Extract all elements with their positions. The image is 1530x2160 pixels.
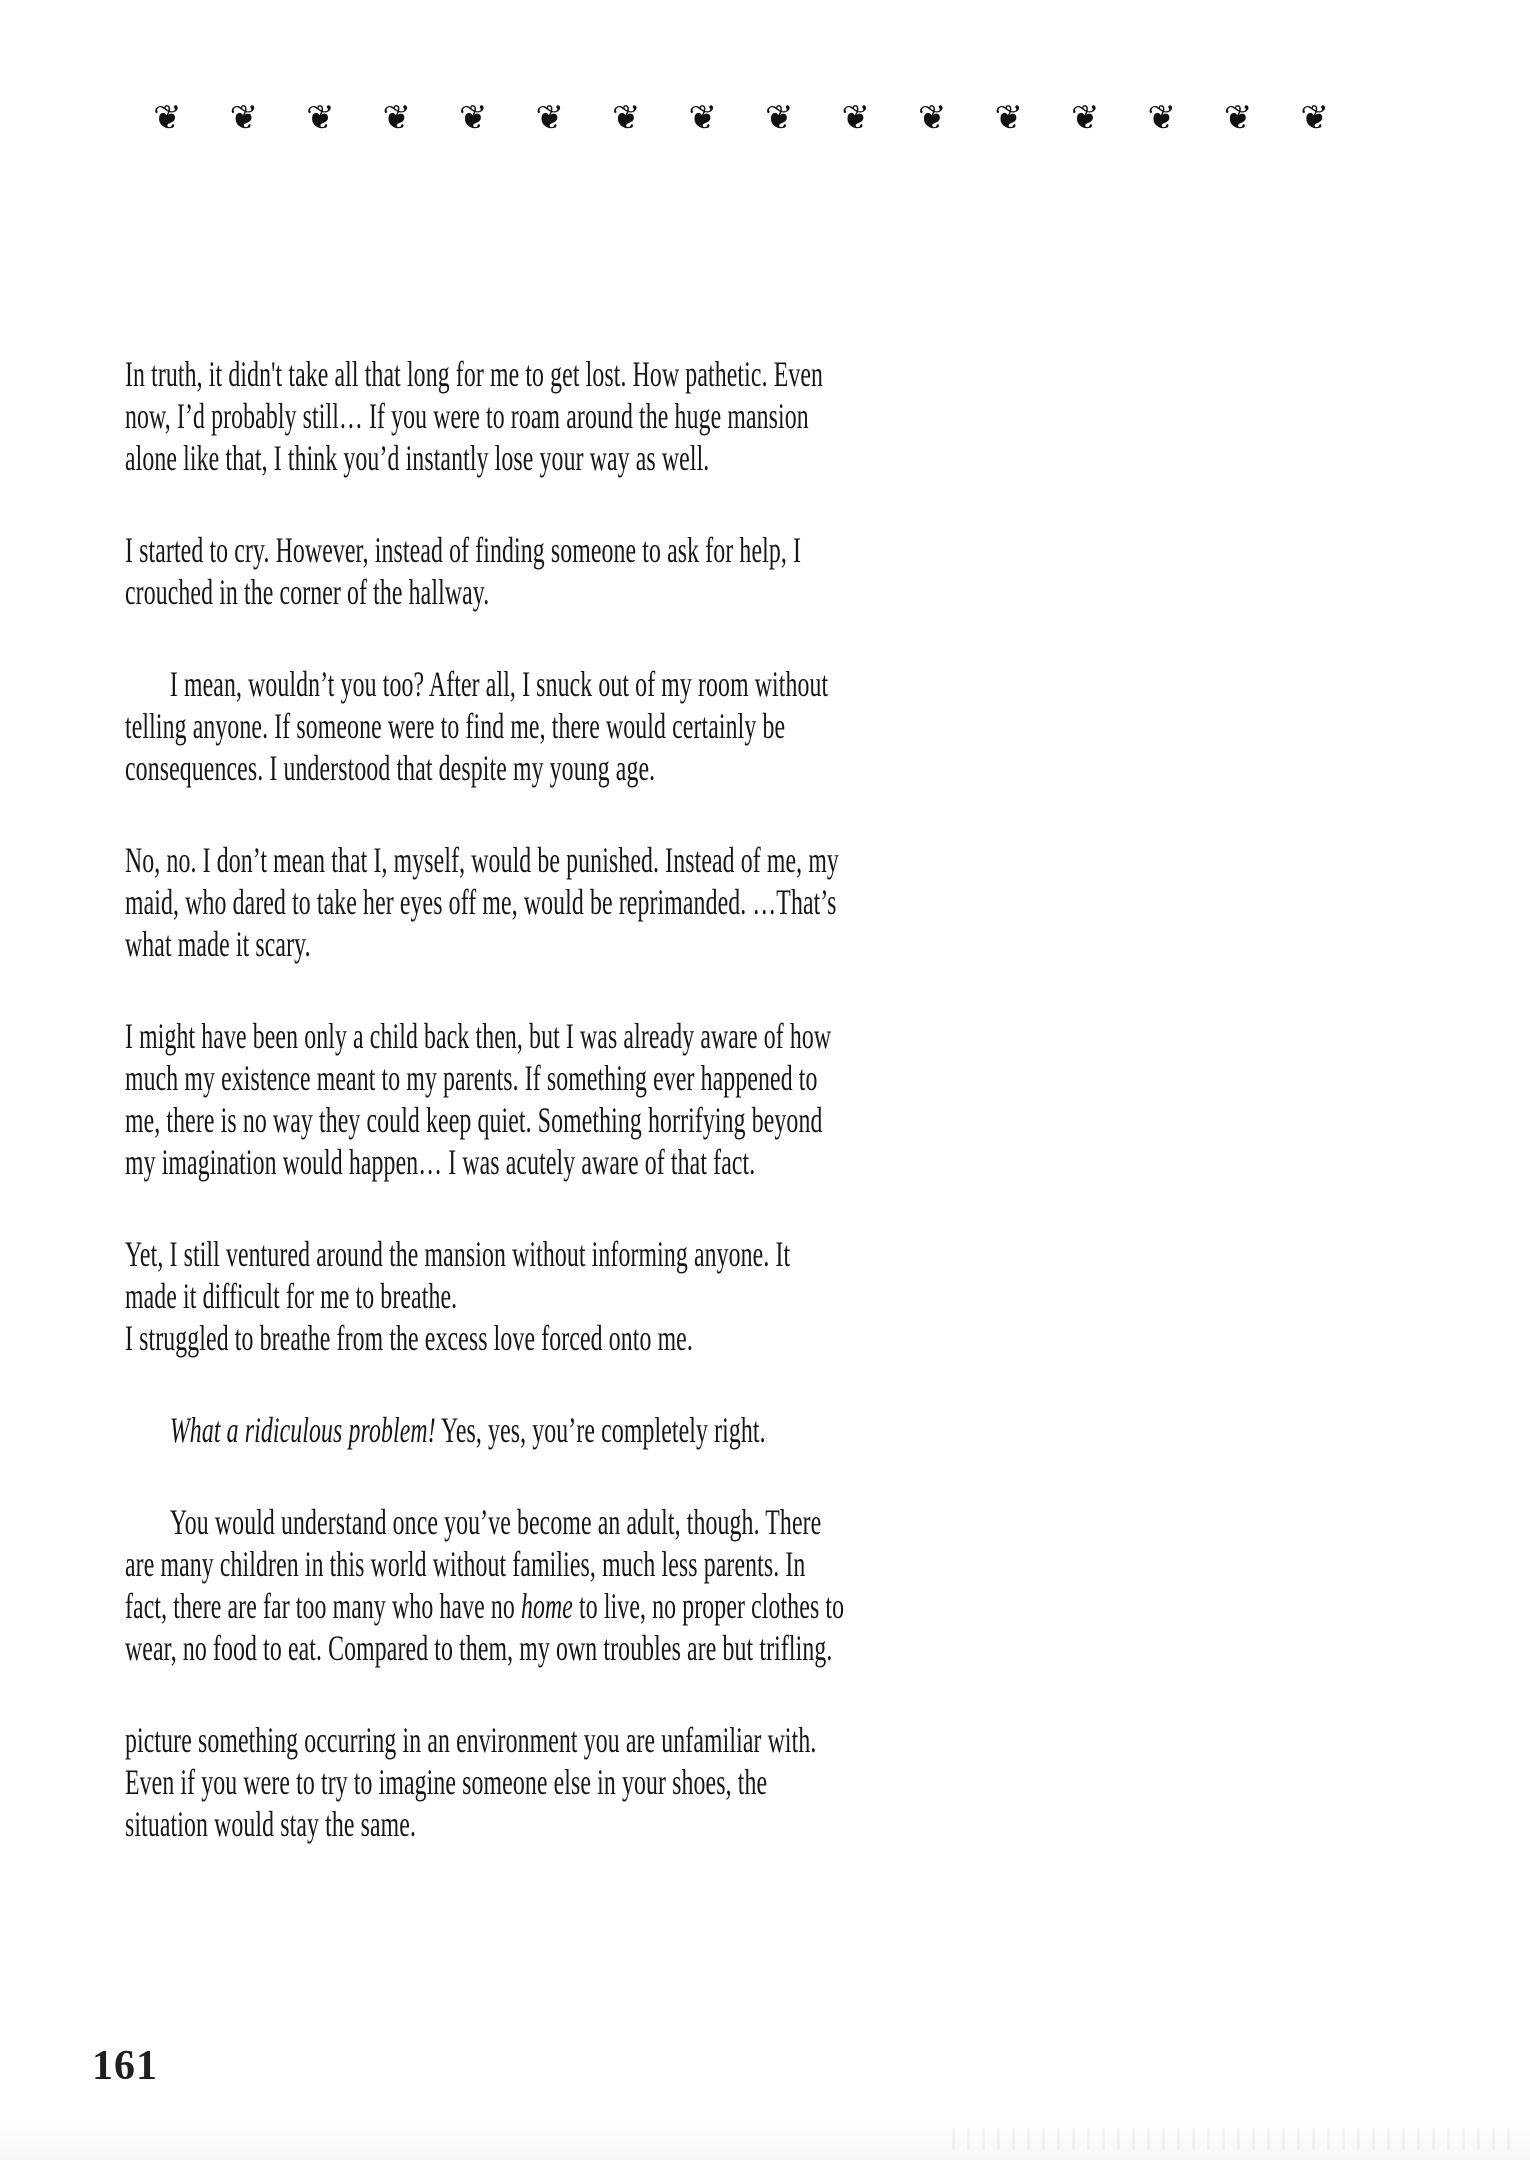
body-text: maid, who dared to take her eyes off me, would be reprimanded. …That’s: [125, 882, 837, 922]
body-text: situation would stay the same.: [125, 1804, 417, 1844]
body-text: Yes, yes, you’re completely right.: [435, 1410, 766, 1450]
page-bleed-artifact: [952, 2128, 1512, 2150]
paragraph: [125, 663, 1023, 789]
body-text: now, I’d probably still… If you were to roam around the huge mansion: [125, 396, 809, 436]
body-text: I started to cry. However, instead of finding someone to ask for help, I: [125, 530, 802, 570]
body-text: much my existence meant to my parents. If something ever happened to: [125, 1058, 818, 1098]
body-text: Yet, I still ventured around the mansion without informing anyone. It: [125, 1234, 791, 1274]
paragraph: [125, 839, 1023, 965]
body-text: made it difficult for me to breathe.: [125, 1276, 458, 1316]
body-text: In truth, it didn't take all that long for me to get lost. How pathetic. Even: [125, 354, 824, 394]
body-text: Even if you were to try to imagine someone else in your shoes, the: [125, 1762, 768, 1802]
body-text: No, no. I don’t mean that I, myself, would be punished. Instead of me, my: [125, 840, 839, 880]
paragraph: [125, 1233, 1023, 1359]
body-text: are many children in this world without families, much less parents. In: [125, 1544, 806, 1584]
paragraph: [125, 353, 1023, 479]
body-text: crouched in the corner of the hallway.: [125, 572, 490, 612]
page-number: 161: [92, 2043, 158, 2089]
body-text: alone like that, I think you’d instantly lose your way as well.: [125, 438, 710, 478]
body-text: telling anyone. If someone were to find me, there would certainly be: [125, 706, 786, 746]
paragraph: [125, 1409, 1023, 1451]
body-text: fact, there are far too many who have no: [125, 1586, 521, 1626]
body-text: picture something occurring in an environment you are unfamiliar with.: [125, 1720, 817, 1760]
paragraph: [125, 529, 1023, 613]
paragraph: [125, 1501, 1023, 1669]
ornament-border: ❦❦❦❦❦❦❦❦❦❦❦❦❦❦❦❦: [153, 98, 1377, 138]
emphasized-text: home: [520, 1586, 573, 1626]
page-bottom-strip: [0, 2118, 1530, 2160]
body-text: my imagination would happen… I was acutely aware of that fact.: [125, 1142, 756, 1182]
paragraph: [125, 1719, 1023, 1845]
page-text: [125, 353, 1023, 1895]
body-text: consequences. I understood that despite my young age.: [125, 748, 656, 788]
body-text: wear, no food to eat. Compared to them, my own troubles are but trifling.: [125, 1628, 833, 1668]
body-text: I mean, wouldn’t you too? After all, I snuck out of my room without: [169, 664, 829, 704]
body-text: to live, no proper clothes to: [572, 1586, 845, 1626]
body-text: I might have been only a child back then, but I was already aware of how: [125, 1016, 832, 1056]
emphasized-text: What a ridiculous problem!: [169, 1410, 436, 1450]
body-text: I struggled to breathe from the excess love forced onto me.: [125, 1318, 693, 1358]
paragraph: [125, 1015, 1023, 1183]
body-text: what made it scary.: [125, 924, 311, 964]
body-text: me, there is no way they could keep quiet. Something horrifying beyond: [125, 1100, 823, 1140]
body-text: You would understand once you’ve become an adult, though. There: [169, 1502, 822, 1542]
